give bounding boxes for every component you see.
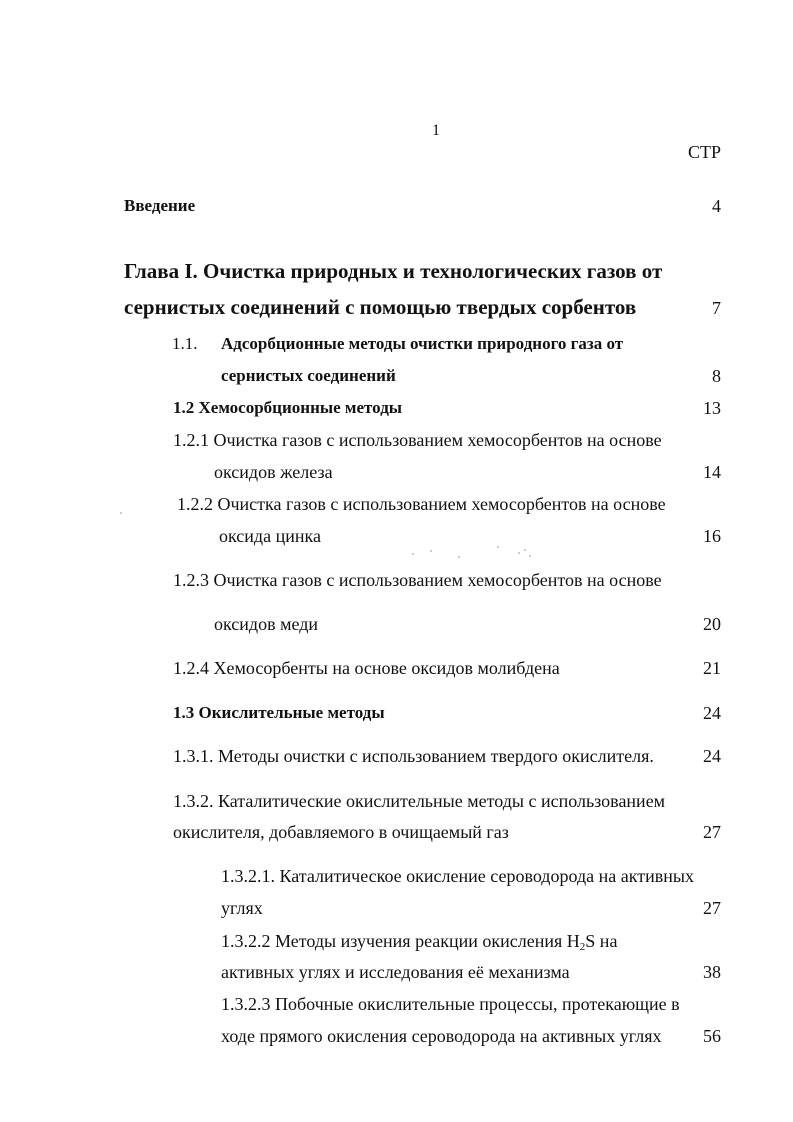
toc-page-section-1-3-1: 24	[703, 746, 721, 766]
toc-section-1-2-4-title: 1.2.4 Хемосорбенты на основе оксидов молибдена	[173, 658, 560, 678]
toc-chapter-1-title-line1: Глава I. Очистка природных и технологических газов от	[124, 259, 663, 283]
toc-section-1-2-title: 1.2 Хемосорбционные методы	[173, 398, 403, 417]
toc-section-1-2-1-title-line1: 1.2.1 Очистка газов с использованием хемосорбентов на основе	[173, 430, 662, 450]
toc-entry-introduction: Введение	[124, 196, 196, 215]
toc-section-1-3-2-2-title-line2: активных углях и исследования её механизма	[221, 962, 570, 982]
toc-section-1-2-3-title-line1: 1.2.3 Очистка газов с использованием хемосорбентов на основе	[173, 570, 662, 590]
toc-section-1-3-2-3-title-line1: 1.3.2.3 Побочные окислительные процессы, протекающие в	[221, 994, 680, 1014]
page-column-header: СТР	[687, 142, 721, 162]
toc-section-1-3-2-1-title-line2: углях	[221, 898, 263, 918]
toc-page-section-1-3-2-1: 27	[703, 898, 721, 918]
toc-page-section-1-2-4: 21	[703, 658, 721, 678]
toc-page-section-1-2-1: 14	[703, 462, 721, 482]
toc-page-introduction: 4	[712, 196, 721, 216]
toc-chapter-1-title-line2: сернистых соединений с помощью твердых сорбентов	[124, 295, 637, 319]
toc-page-section-1-2-2: 16	[703, 526, 721, 546]
toc-page-section-1-2-3: 20	[703, 614, 721, 634]
toc-section-1-2-3-title-line2: оксидов меди	[214, 614, 319, 634]
toc-page-section-1-3-2-3: 56	[703, 1026, 721, 1046]
toc-page-section-1-3: 24	[703, 703, 721, 723]
toc-section-1-1-title-line2: сернистых соединений	[221, 366, 396, 385]
toc-section-1-3-2-title-line1: 1.3.2. Каталитические окислительные методы с использованием	[173, 791, 666, 811]
toc-section-1-2-2-title-line2: оксида цинка	[219, 526, 321, 546]
toc-page-chapter-1: 7	[712, 298, 721, 318]
toc-section-1-3-2-3-title-line2: ходе прямого окисления сероводорода на активных углях	[221, 1026, 662, 1046]
toc-section-1-1-number: 1.1.	[172, 334, 198, 353]
toc-section-1-2-1-title-line2: оксидов железа	[214, 462, 333, 482]
toc-section-1-3-1-title: 1.3.1. Методы очистки с использованием твердого окислителя.	[173, 746, 654, 766]
toc-section-1-3-title: 1.3 Окислительные методы	[173, 703, 385, 722]
toc-section-1-3-2-title-line2: окислителя, добавляемого в очищаемый газ	[173, 822, 509, 842]
toc-section-1-3-2-2-prefix: 1.3.2.2 Методы изучения реакции окисления H	[221, 931, 580, 951]
toc-section-1-2-2-title-line1: 1.2.2 Очистка газов с использованием хемосорбентов на основе	[177, 494, 666, 514]
toc-page-section-1-2: 13	[703, 398, 721, 418]
toc-page-section-1-3-2: 27	[703, 822, 721, 842]
toc-page-section-1-3-2-2: 38	[703, 962, 721, 982]
toc-section-1-1-title-line1: Адсорбционные методы очистки природного газа от	[221, 334, 624, 353]
page-number: 1	[432, 122, 440, 139]
toc-section-1-3-2-2-title-line1	[221, 931, 617, 952]
h2s-subscript: 2	[579, 941, 586, 953]
toc-section-1-3-2-2-suffix: S на	[585, 931, 618, 951]
toc-section-1-3-2-1-title-line1: 1.3.2.1. Каталитическое окисление сероводорода на активных	[221, 866, 694, 886]
toc-page-section-1-1: 8	[712, 366, 721, 386]
